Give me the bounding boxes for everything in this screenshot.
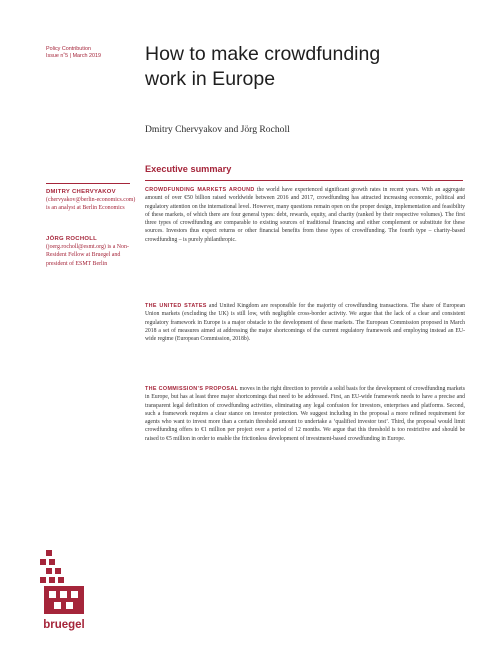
author-bio-1 (46, 188, 138, 213)
bio-text: (joerg.rocholl@esmt.org) is a Non-Resident Fellow at Bruegel and president of ESMT Berlin (46, 244, 129, 267)
series-label (46, 46, 146, 61)
paragraph-lead: THE UNITED STATES (145, 303, 207, 309)
section-heading: Executive summary (145, 164, 232, 174)
series-name: Policy Contribution (46, 46, 91, 52)
paragraph-text: moves in the right direction to provide a solid basis for the development of crowdfunding markets in Europe, but has at least three major shortcomings that need to be addressed. First, an EU-wide framework needs to have a precise and transparent legal definition of crowdfunding activities, eliminating any legal confusion for investors, enterprises and platforms. Second, such a framework requires a clear stance on investor protection. We suggest including in the proposal a more refined requirement for agents who want to invest more than a certain threshold amount to undertake a ‘qualified investor test’. Third, the proposal would limit crowdfunding offers to €1 million per project over a period of 12 months. We argue that this threshold is too restrictive and should be raised to €5 million in order to enable the frictionless development of investment-based crowdfunding in Europe. (145, 386, 466, 442)
title-line-1: How to make crowdfunding (145, 43, 381, 65)
paragraph-2 (145, 302, 465, 343)
paragraph-text: the world have experienced significant growth rates in recent years. With an aggregate amount of over €50 billion raised worldwide between 2016 and 2017, crowdfunding has attracted increasing economic, political and regulatory attention on the international level. However, many questions remain open on the proper design, implementation and feasibility of these markets, of which there are four general types: debt, rewards, equity, and charity (ranked by their respective volumes). The first three types of crowdfunding are comparable to existing sources of traditional financing and either complement or substitute for these sources. Investors thus expect returns or other financial benefits from these types of crowdfunding. The fourth type – charity-based crowdfunding – is purely philanthropic. (145, 187, 465, 243)
bio-name: DMITRY CHERVYAKOV (46, 189, 116, 195)
logo-wordmark: bruegel (43, 619, 85, 631)
page-title (145, 42, 465, 92)
paragraph-3 (145, 385, 465, 443)
authors: Dmitry Chervyakov and Jörg Rocholl (145, 124, 290, 135)
author-bio-2 (46, 235, 138, 268)
paragraph-1 (145, 186, 465, 244)
bio-name: JÖRG ROCHOLL (46, 236, 98, 242)
heading-rule (145, 180, 463, 181)
issue-info: Issue n˚5 | March 2019 (46, 53, 102, 60)
paragraph-lead: CROWDFUNDING MARKETS AROUND (145, 187, 255, 193)
title-line-2: work in Europe (145, 68, 276, 90)
sidebar-rule (46, 183, 130, 184)
paragraph-text: and United Kingdom are responsible for the majority of crowdfunding transactions. The share of European Union markets (excluding the UK) is still low, with negligible cross-border activity. We argue that the lack of a clear and consistent regulatory framework in Europe is a major obstacle to the development of these markets. The European Commission proposed in March 2018 a set of measures aimed at addressing the major shortcomings of the current regulatory framework and employing instead an EU-wide regime (European Commission, 2018b). (145, 303, 465, 342)
bio-text: (chervyakov@berlin-economics.com) is an analyst at Berlin Economics (46, 197, 136, 212)
paragraph-lead: THE COMMISSION’S PROPOSAL (145, 386, 239, 392)
